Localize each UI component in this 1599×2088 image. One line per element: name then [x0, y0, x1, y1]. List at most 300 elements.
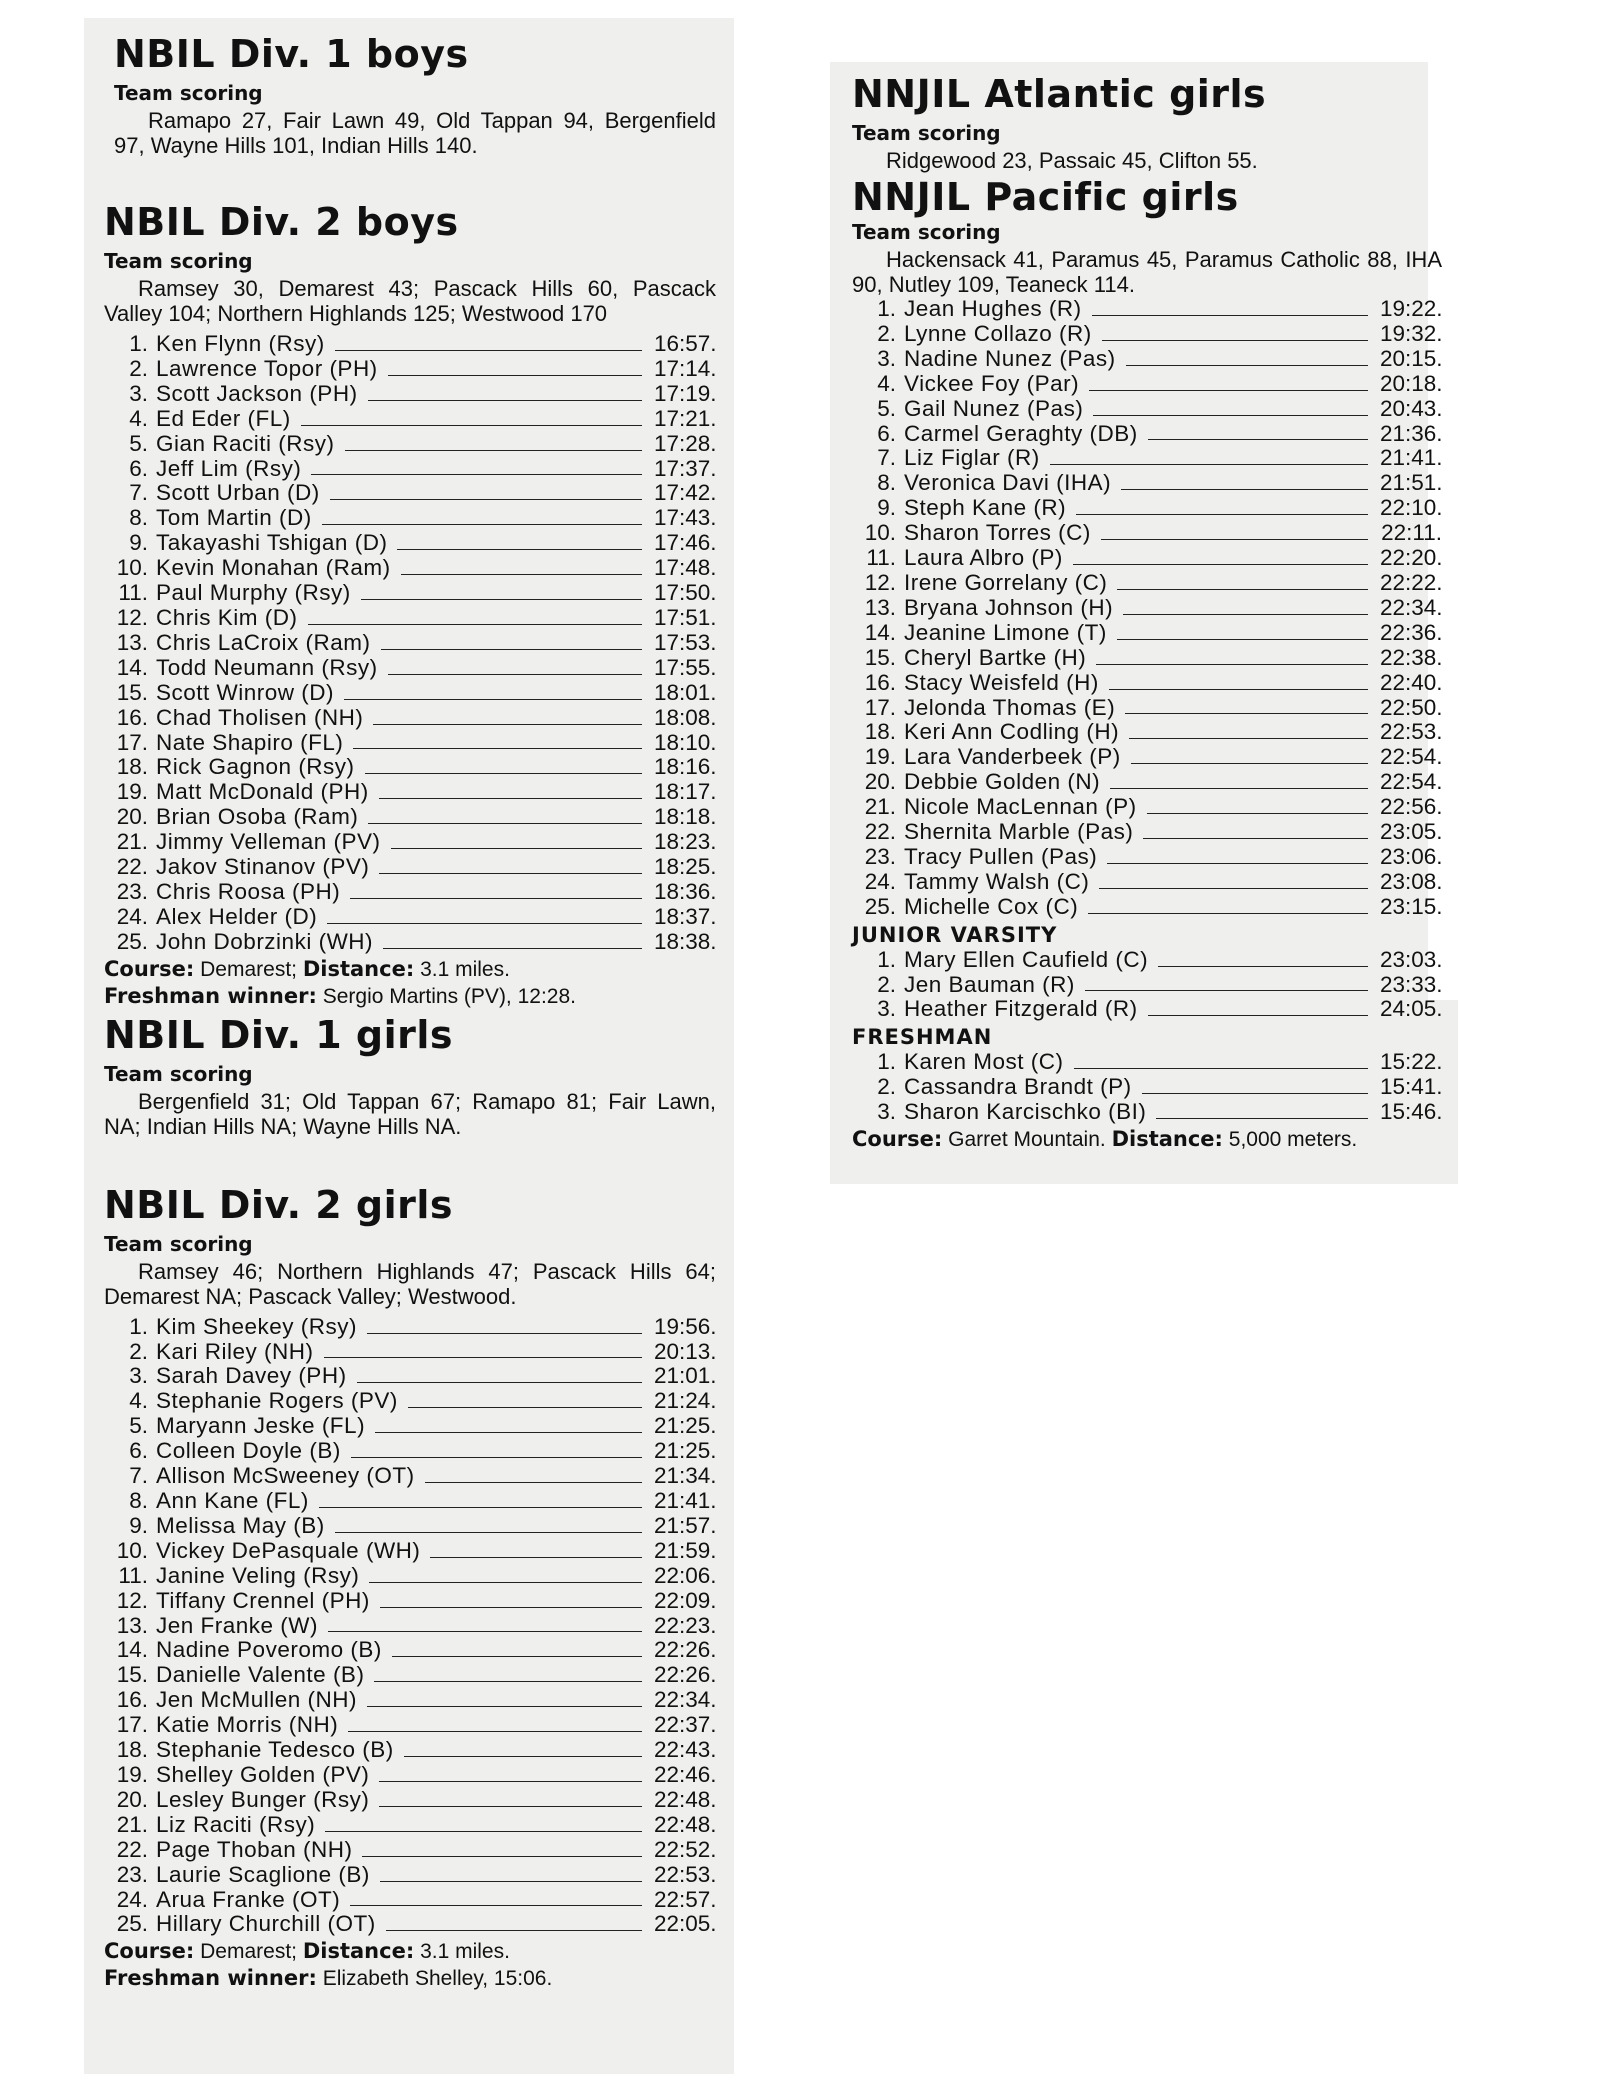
course-value: Demarest;	[200, 1940, 297, 1964]
place-number: 3.	[877, 1099, 896, 1125]
runner-name: Chris Roosa (PH)	[156, 878, 341, 904]
runner-name: Michelle Cox (C)	[904, 893, 1079, 919]
place-number: 15.	[116, 1662, 148, 1688]
runner-name: Chad Tholisen (NH)	[156, 704, 364, 730]
result-row	[104, 357, 716, 382]
finish-time: 22:54.	[1380, 769, 1443, 795]
leader-line	[1109, 689, 1368, 690]
finish-time: 21:25.	[654, 1438, 717, 1464]
leader-line	[368, 400, 642, 401]
place-number: 1.	[129, 1313, 148, 1339]
result-row	[852, 1050, 1442, 1075]
finish-time: 18:37.	[654, 903, 717, 929]
leader-line	[301, 425, 642, 426]
runner-name: Vickee Foy (Par)	[904, 370, 1080, 396]
leader-line	[397, 549, 642, 550]
result-row	[104, 1489, 716, 1514]
finish-time: 23:15.	[1380, 893, 1443, 919]
finish-time: 22:48.	[654, 1811, 717, 1837]
leader-line	[374, 1681, 642, 1682]
team-scoring-text: Ridgewood 23, Passaic 45, Clifton 55.	[886, 148, 1258, 173]
leader-line	[1085, 990, 1368, 991]
place-number: 16.	[116, 1687, 148, 1713]
result-row	[852, 1075, 1442, 1100]
runner-name: Janine Veling (Rsy)	[156, 1562, 360, 1588]
runner-name: Tracy Pullen (Pas)	[904, 843, 1098, 869]
place-number: 21.	[116, 1811, 148, 1837]
result-row	[104, 1514, 716, 1539]
result-row	[104, 581, 716, 606]
finish-time: 22:10.	[1380, 495, 1443, 521]
place-number: 7.	[877, 445, 896, 471]
leader-line	[1092, 315, 1368, 316]
runner-name: Sarah Davey (PH)	[156, 1363, 347, 1389]
leader-line	[373, 724, 642, 725]
runner-name: Lesley Bunger (Rsy)	[156, 1786, 370, 1812]
result-row	[852, 546, 1442, 571]
runner-name: Bryana Johnson (H)	[904, 594, 1114, 620]
result-row	[852, 720, 1442, 745]
leader-line	[386, 1930, 642, 1931]
place-number: 20.	[864, 769, 896, 795]
leader-line	[425, 1482, 642, 1483]
results-list	[852, 297, 1442, 920]
runner-name: Jen Bauman (R)	[904, 971, 1075, 997]
place-number: 25.	[116, 928, 148, 954]
runner-name: Maryann Jeske (FL)	[156, 1413, 366, 1439]
freshman-winner-line	[104, 1966, 716, 1991]
runner-name: Jeff Lim (Rsy)	[156, 455, 302, 481]
finish-time: 15:46.	[1380, 1099, 1443, 1125]
place-number: 22.	[116, 854, 148, 880]
result-row	[104, 731, 716, 756]
runner-name: Cheryl Bartke (H)	[904, 644, 1087, 670]
place-number: 24.	[116, 903, 148, 929]
runner-name: Allison McSweeney (OT)	[156, 1463, 415, 1489]
finish-time: 22:43.	[654, 1737, 717, 1763]
left-clipping	[84, 18, 734, 2074]
leader-line	[348, 1731, 642, 1732]
place-number: 2.	[877, 1074, 896, 1100]
result-row	[104, 1439, 716, 1464]
finish-time: 19:56.	[654, 1313, 717, 1339]
result-row	[852, 696, 1442, 721]
freshman-value: Sergio Martins (PV), 12:28.	[322, 984, 576, 1008]
finish-time: 20:13.	[654, 1338, 717, 1364]
place-number: 8.	[129, 1488, 148, 1513]
place-number: 24.	[864, 868, 896, 894]
runner-name: Jeanine Limone (T)	[904, 619, 1107, 645]
leader-line	[353, 748, 642, 749]
place-number: 9.	[129, 530, 148, 556]
finish-time: 16:57.	[654, 331, 717, 356]
runner-name: Kevin Monahan (Ram)	[156, 555, 391, 581]
result-row	[104, 531, 716, 556]
result-row	[852, 347, 1442, 372]
result-row	[104, 830, 716, 855]
leader-line	[1142, 1093, 1368, 1094]
result-row	[104, 930, 716, 955]
runner-name: Carmel Geraghty (DB)	[904, 420, 1138, 446]
leader-line	[308, 624, 643, 625]
finish-time: 18:01.	[654, 679, 717, 705]
leader-line	[322, 524, 642, 525]
freshman-heading: FRESHMAN	[852, 1025, 993, 1050]
result-row	[852, 870, 1442, 895]
leader-line	[324, 1357, 642, 1358]
finish-time: 21:41.	[654, 1488, 717, 1513]
place-number: 1.	[129, 331, 148, 356]
finish-time: 22:06.	[654, 1562, 717, 1588]
freshman-results-list	[852, 1050, 1442, 1125]
runner-name: Jelonda Thomas (E)	[904, 694, 1116, 720]
nnjil-atlantic-section	[852, 72, 1442, 173]
finish-time: 22:37.	[654, 1712, 717, 1738]
result-row	[104, 332, 716, 357]
finish-time: 20:43.	[1380, 395, 1443, 421]
runner-name: Chris LaCroix (Ram)	[156, 629, 371, 655]
leader-line	[351, 1457, 642, 1458]
place-number: 9.	[877, 495, 896, 521]
runner-name: Heather Fitzgerald (R)	[904, 996, 1138, 1022]
runner-name: Ann Kane (FL)	[156, 1488, 309, 1513]
result-row	[104, 681, 716, 706]
result-row	[852, 646, 1442, 671]
leader-line	[1076, 514, 1368, 515]
place-number: 21.	[864, 794, 896, 820]
result-row	[104, 1564, 716, 1589]
place-number: 23.	[864, 843, 896, 869]
result-row	[852, 446, 1442, 471]
leader-line	[1101, 539, 1368, 540]
leader-line	[392, 1656, 642, 1657]
result-row	[104, 1663, 716, 1688]
result-row	[104, 1614, 716, 1639]
finish-time: 21:01.	[654, 1363, 717, 1389]
result-row	[852, 422, 1442, 447]
runner-name: Lara Vanderbeek (P)	[904, 744, 1121, 770]
course-label: Course:	[104, 1939, 195, 1964]
result-row	[852, 745, 1442, 770]
leader-line	[1125, 713, 1368, 714]
leader-line	[379, 1806, 642, 1807]
place-number: 20.	[116, 804, 148, 830]
finish-time: 17:21.	[654, 405, 717, 431]
result-row	[104, 805, 716, 830]
finish-time: 22:26.	[654, 1637, 717, 1663]
place-number: 16.	[116, 704, 148, 730]
place-number: 5.	[129, 430, 148, 456]
leader-line	[1156, 1118, 1368, 1119]
leader-line	[1158, 966, 1368, 967]
place-number: 22.	[864, 819, 896, 845]
result-row	[852, 322, 1442, 347]
runner-name: Nate Shapiro (FL)	[156, 729, 344, 755]
place-number: 20.	[116, 1786, 148, 1812]
finish-time: 22:34.	[1380, 594, 1443, 620]
runner-name: Nicole MacLennan (P)	[904, 794, 1137, 820]
team-scoring-label: Team scoring	[852, 220, 1001, 244]
runner-name: Alex Helder (D)	[156, 903, 318, 929]
result-row	[852, 471, 1442, 496]
finish-time: 17:28.	[654, 430, 717, 456]
runner-name: Karen Most (C)	[904, 1049, 1064, 1075]
place-number: 22.	[116, 1836, 148, 1862]
course-label: Course:	[104, 956, 195, 981]
runner-name: Danielle Valente (B)	[156, 1662, 365, 1688]
section-title: NBIL Div. 2 boys	[104, 200, 459, 244]
result-row	[104, 1539, 716, 1564]
leader-line	[379, 798, 642, 799]
runner-name: Matt McDonald (PH)	[156, 779, 369, 805]
result-row	[104, 905, 716, 930]
finish-time: 22:50.	[1380, 694, 1443, 720]
runner-name: Mary Ellen Caufield (C)	[904, 946, 1149, 972]
result-row	[104, 1389, 716, 1414]
place-number: 16.	[864, 669, 896, 695]
nbil-div2-boys-section	[104, 200, 716, 1009]
place-number: 23.	[116, 1861, 148, 1887]
jv-results-list	[852, 948, 1442, 1023]
place-number: 21.	[116, 829, 148, 855]
leader-line	[335, 1532, 642, 1533]
finish-time: 20:15.	[1380, 345, 1443, 371]
leader-line	[401, 574, 642, 575]
results-list	[104, 332, 716, 955]
result-row	[104, 1340, 716, 1365]
freshman-label: Freshman winner:	[104, 1966, 317, 1991]
place-number: 13.	[864, 594, 896, 620]
result-row	[852, 671, 1442, 696]
runner-name: Shelley Golden (PV)	[156, 1761, 370, 1787]
leader-line	[1099, 888, 1368, 889]
runner-name: Arua Franke (OT)	[156, 1886, 341, 1912]
place-number: 2.	[129, 1338, 148, 1364]
place-number: 18.	[864, 719, 896, 745]
leader-line	[1074, 1068, 1368, 1069]
result-row	[104, 631, 716, 656]
finish-time: 17:37.	[654, 455, 717, 481]
finish-time: 18:10.	[654, 729, 717, 755]
finish-time: 18:23.	[654, 829, 717, 855]
leader-line	[1088, 913, 1368, 914]
right-clipping-content	[852, 72, 1442, 1152]
leader-line	[335, 350, 642, 351]
distance-value: 3.1 miles.	[420, 1940, 510, 1964]
team-scoring-label: Team scoring	[114, 81, 263, 105]
leader-line	[369, 1582, 642, 1583]
leader-line	[368, 823, 642, 824]
runner-name: Melissa May (B)	[156, 1512, 325, 1538]
place-number: 3.	[129, 380, 148, 406]
runner-name: Nadine Nunez (Pas)	[904, 345, 1116, 371]
leader-line	[1073, 564, 1368, 565]
runner-name: Takayashi Tshigan (D)	[156, 530, 388, 556]
runner-name: Colleen Doyle (B)	[156, 1438, 341, 1464]
team-scoring-label: Team scoring	[852, 121, 1001, 145]
place-number: 4.	[877, 370, 896, 396]
distance-value: 5,000 meters.	[1228, 1128, 1358, 1152]
result-row	[104, 1713, 716, 1738]
runner-name: Stephanie Tedesco (B)	[156, 1737, 394, 1763]
place-number: 14.	[116, 1637, 148, 1663]
nbil-div2-girls-section	[104, 1183, 716, 1992]
place-number: 11.	[118, 1562, 148, 1588]
section-title: NBIL Div. 1 girls	[104, 1012, 454, 1057]
place-number: 12.	[116, 604, 148, 630]
runner-name: Paul Murphy (Rsy)	[156, 580, 351, 606]
result-row	[852, 973, 1442, 998]
result-row	[104, 1638, 716, 1663]
place-number: 2.	[877, 971, 896, 997]
result-row	[104, 1912, 716, 1937]
finish-time: 17:14.	[654, 355, 717, 381]
place-number: 3.	[129, 1363, 148, 1389]
course-line	[104, 1939, 716, 1964]
place-number: 6.	[129, 455, 148, 481]
freshman-winner-line	[104, 984, 716, 1009]
result-row	[104, 457, 716, 482]
nnjil-pacific-section	[852, 175, 1442, 1152]
result-row	[104, 1414, 716, 1439]
finish-time: 22:46.	[654, 1761, 717, 1787]
runner-name: Cassandra Brandt (P)	[904, 1074, 1132, 1100]
result-row	[852, 820, 1442, 845]
runner-name: Page Thoban (NH)	[156, 1836, 353, 1862]
finish-time: 21:41.	[1380, 445, 1443, 471]
finish-time: 22:22.	[1380, 569, 1443, 595]
runner-name: Jakov Stinanov (PV)	[156, 854, 370, 880]
finish-time: 22:38.	[1380, 644, 1443, 670]
finish-time: 22:23.	[654, 1612, 717, 1638]
runner-name: Jean Hughes (R)	[904, 296, 1082, 321]
result-row	[104, 1863, 716, 1888]
leader-line	[1131, 763, 1368, 764]
runner-name: Scott Urban (D)	[156, 480, 320, 506]
result-row	[104, 1688, 716, 1713]
leader-line	[319, 1507, 642, 1508]
distance-label: Distance:	[302, 956, 415, 981]
place-number: 1.	[877, 296, 896, 321]
finish-time: 22:54.	[1380, 744, 1443, 770]
leader-line	[1117, 589, 1368, 590]
finish-time: 24:05.	[1380, 996, 1443, 1022]
finish-time: 17:43.	[654, 505, 717, 531]
finish-time: 15:22.	[1380, 1049, 1443, 1075]
runner-name: Sharon Karcischko (BI)	[904, 1099, 1147, 1125]
leader-line	[1148, 1015, 1368, 1016]
result-row	[104, 506, 716, 531]
leader-line	[327, 923, 642, 924]
finish-time: 18:25.	[654, 854, 717, 880]
finish-time: 23:05.	[1380, 819, 1443, 845]
finish-time: 20:18.	[1380, 370, 1443, 396]
runner-name: John Dobrzinki (WH)	[156, 928, 374, 954]
result-row	[852, 1100, 1442, 1125]
place-number: 17.	[864, 694, 896, 720]
result-row	[852, 895, 1442, 920]
place-number: 7.	[129, 1463, 148, 1489]
place-number: 13.	[116, 1612, 148, 1638]
result-row	[104, 1464, 716, 1489]
leader-line	[388, 674, 642, 675]
finish-time: 21:34.	[654, 1463, 717, 1489]
runner-name: Gail Nunez (Pas)	[904, 395, 1084, 421]
result-row	[852, 397, 1442, 422]
result-row	[852, 496, 1442, 521]
place-number: 9.	[129, 1512, 148, 1538]
runner-name: Stacy Weisfeld (H)	[904, 669, 1099, 695]
runner-name: Liz Raciti (Rsy)	[156, 1811, 316, 1837]
place-number: 23.	[116, 878, 148, 904]
place-number: 10.	[116, 1537, 148, 1563]
finish-time: 18:16.	[654, 754, 717, 780]
finish-time: 18:08.	[654, 704, 717, 730]
result-row	[852, 571, 1442, 596]
finish-time: 17:50.	[654, 580, 717, 606]
place-number: 2.	[877, 320, 896, 346]
finish-time: 22:20.	[1380, 545, 1443, 571]
place-number: 7.	[129, 480, 148, 506]
place-number: 11.	[118, 580, 148, 606]
runner-name: Hillary Churchill (OT)	[156, 1911, 376, 1937]
runner-name: Chris Kim (D)	[156, 604, 298, 630]
finish-time: 17:48.	[654, 555, 717, 581]
runner-name: Sharon Torres (C)	[904, 520, 1091, 546]
place-number: 19.	[116, 1761, 148, 1787]
leader-line	[380, 1607, 642, 1608]
finish-time: 22:53.	[1380, 719, 1443, 745]
result-row	[852, 372, 1442, 397]
team-scoring-label: Team scoring	[104, 249, 253, 273]
finish-time: 22:36.	[1380, 619, 1443, 645]
runner-name: Lawrence Topor (PH)	[156, 355, 378, 381]
leader-line	[362, 1856, 642, 1857]
runner-name: Stephanie Rogers (PV)	[156, 1388, 398, 1414]
finish-time: 22:48.	[654, 1786, 717, 1812]
place-number: 5.	[129, 1413, 148, 1439]
finish-time: 21:24.	[654, 1388, 717, 1414]
runner-name: Rick Gagnon (Rsy)	[156, 754, 355, 780]
runner-name: Jen Franke (W)	[156, 1612, 319, 1638]
result-row	[104, 755, 716, 780]
runner-name: Katie Morris (NH)	[156, 1712, 339, 1738]
result-row	[104, 1838, 716, 1863]
finish-time: 18:18.	[654, 804, 717, 830]
runner-name: Ed Eder (FL)	[156, 405, 291, 431]
leader-line	[391, 848, 642, 849]
finish-time: 23:08.	[1380, 868, 1443, 894]
result-row	[852, 948, 1442, 973]
leader-line	[1102, 340, 1368, 341]
leader-line	[381, 649, 642, 650]
nbil-div1-boys-section	[114, 32, 716, 158]
result-row	[104, 656, 716, 681]
runner-name: Keri Ann Codling (H)	[904, 719, 1120, 745]
leader-line	[1148, 439, 1368, 440]
result-row	[852, 621, 1442, 646]
place-number: 25.	[864, 893, 896, 919]
leader-line	[379, 873, 642, 874]
leader-line	[344, 699, 642, 700]
leader-line	[367, 1706, 642, 1707]
place-number: 19.	[864, 744, 896, 770]
runner-name: Veronica Davi (IHA)	[904, 470, 1112, 496]
result-row	[852, 297, 1442, 322]
team-scoring-label: Team scoring	[104, 1061, 253, 1086]
place-number: 1.	[877, 1049, 896, 1075]
runner-name: Todd Neumann (Rsy)	[156, 654, 378, 680]
